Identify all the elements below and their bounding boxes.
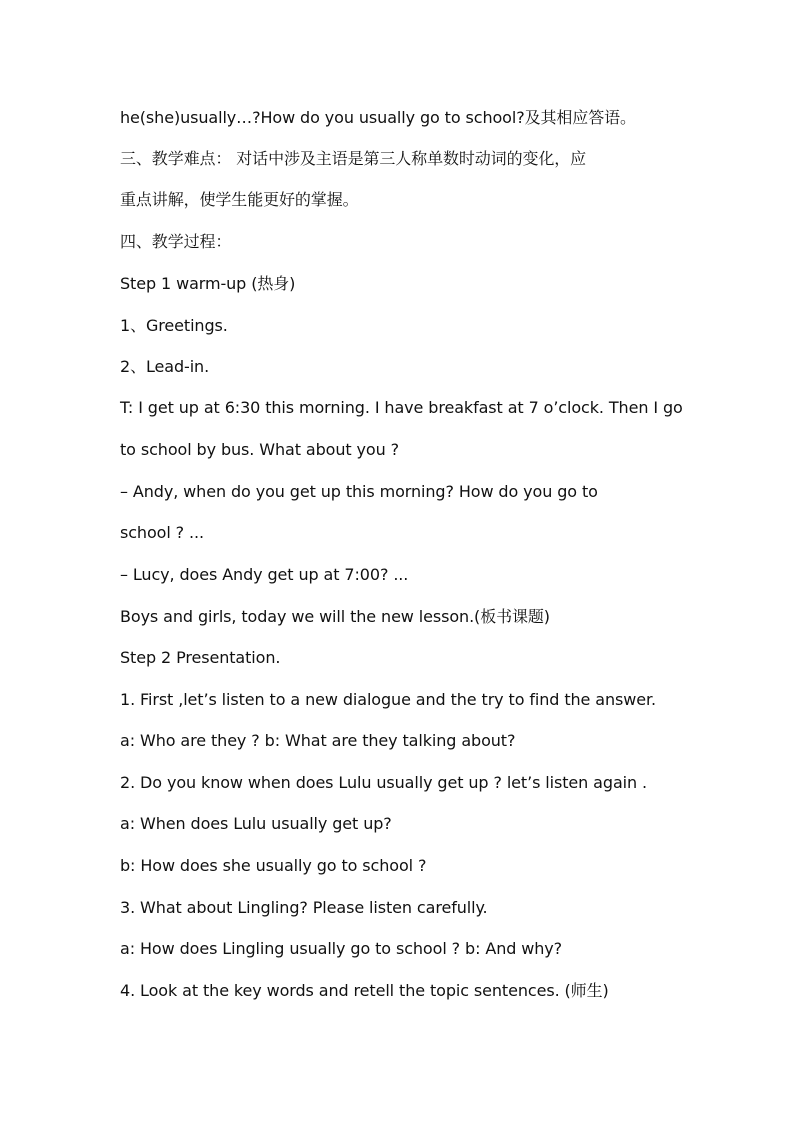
text-line: Step 2 Presentation.	[120, 648, 281, 667]
text-line: school ? ...	[120, 523, 205, 542]
text-line: he(she)usually…?How do you usually go to school?及其相应答语。	[120, 108, 636, 127]
text-line: T: I get up at 6:30 this morning. I have breakfast at 7 o’clock. Then I go	[120, 398, 683, 417]
text-line: 重点讲解，使学生能更好的掌握。	[120, 190, 359, 209]
text-line: 三、教学难点： 对话中涉及主语是第三人称单数时动词的变化，应	[120, 149, 587, 168]
text-line: Boys and girls, today we will the new lesson.(板书课题)	[120, 607, 550, 626]
text-line: a: When does Lulu usually get up?	[120, 814, 392, 833]
text-line: b: How does she usually go to school ?	[120, 856, 427, 875]
text-line: 四、教学过程：	[120, 232, 232, 251]
text-line: 4. Look at the key words and retell the topic sentences. (师生)	[120, 981, 609, 1000]
text-line: a: Who are they ? b: What are they talking about?	[120, 731, 516, 750]
text-line: 1、Greetings.	[120, 316, 228, 335]
text-line: a: How does Lingling usually go to school ? b: And why?	[120, 939, 563, 958]
text-line: 1. First ,let’s listen to a new dialogue and the try to find the answer.	[120, 690, 656, 709]
text-line: 2. Do you know when does Lulu usually get up ? let’s listen again .	[120, 773, 648, 792]
text-line: to school by bus. What about you ?	[120, 440, 399, 459]
text-line: – Andy, when do you get up this morning? How do you go to	[120, 482, 598, 501]
text-line: Step 1 warm-up (热身)	[120, 274, 296, 293]
text-line: 2、Lead-in.	[120, 357, 210, 376]
text-line: – Lucy, does Andy get up at 7:00? ...	[120, 565, 409, 584]
text-line: 3. What about Lingling? Please listen carefully.	[120, 898, 488, 917]
